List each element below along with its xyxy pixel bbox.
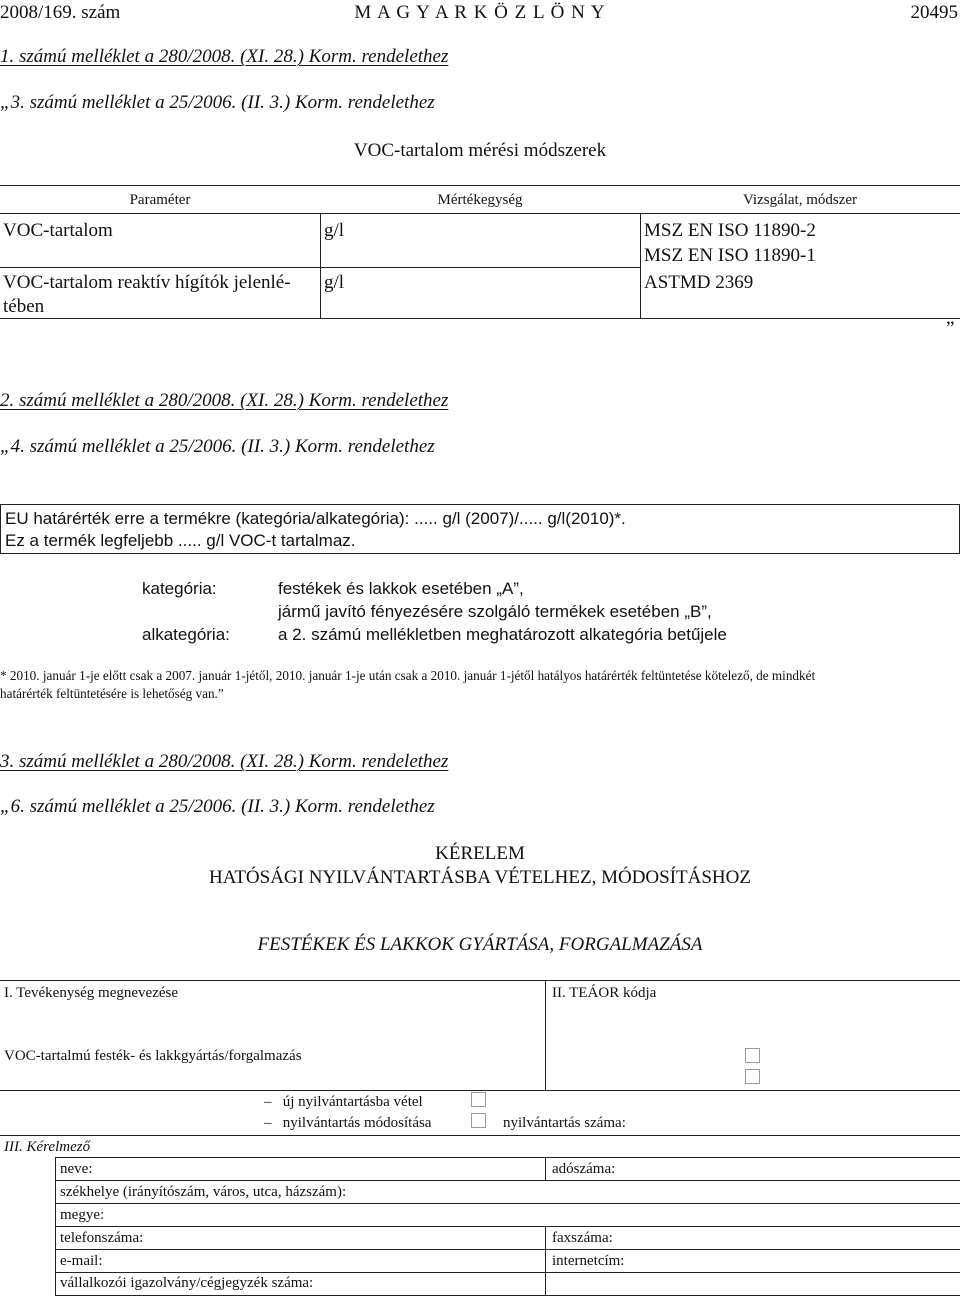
- new-registration-checkbox[interactable]: [471, 1092, 486, 1107]
- category-value: festékek és lakkok esetében „A”,: [278, 579, 524, 598]
- table-cell-param: VOC-tartalom reaktív hígítók jelenlé-: [3, 272, 291, 293]
- form-subtitle: FESTÉKEK ÉS LAKKOK GYÁRTÁSA, FORGALMAZÁSA: [257, 934, 703, 955]
- field-email-label: e-mail:: [60, 1253, 103, 1269]
- field-fax-label: faxszáma:: [552, 1230, 613, 1246]
- journal-title: M A G Y A R K Ö Z L Ö N Y: [354, 2, 606, 23]
- field-license-label: vállalkozói igazolvány/cégjegyzék száma:: [60, 1275, 314, 1291]
- modification-checkbox[interactable]: [471, 1113, 486, 1128]
- annex3-reference: 3. számú melléklet a 280/2008. (XI. 28.) Korm. rendelethez: [0, 751, 449, 772]
- table-cell-unit: g/l: [324, 220, 345, 241]
- table-cell-method: ASTMD 2369: [644, 272, 754, 293]
- option-label: nyilvántartás módosítása: [282, 1115, 432, 1131]
- eu-limit-line: EU határérték erre a termékre (kategória/alkategória): ..... g/l (2007)/..... g/l(2010)*.: [5, 509, 626, 528]
- subcategory-label: alkategória:: [142, 625, 230, 644]
- eu-limit-line: Ez a termék legfeljebb ..... g/l VOC-t tartalmaz.: [5, 531, 356, 550]
- table-cell-method: MSZ EN ISO 11890-1: [644, 245, 816, 266]
- dash-marker: –: [264, 1094, 283, 1110]
- table-cell-unit: g/l: [324, 272, 345, 293]
- form-title: KÉRELEM: [435, 843, 525, 864]
- option-modification: [264, 1115, 431, 1132]
- category-value: jármű javító fényezésére szolgáló termékek esetében „B”,: [278, 602, 712, 621]
- field-phone-label: telefonszáma:: [60, 1230, 144, 1246]
- registration-number-label: nyilvántartás száma:: [503, 1115, 626, 1131]
- table-header-parameter: Paraméter: [129, 192, 191, 208]
- field-tax-label: adószáma:: [552, 1161, 616, 1177]
- teaor-checkbox[interactable]: [745, 1048, 760, 1063]
- page-number: 20495: [910, 2, 958, 23]
- section-activity-label: I. Tevékenység megnevezése: [4, 985, 179, 1001]
- subcategory-value: a 2. számú mellékletben meghatározott alkategória betűjele: [278, 625, 727, 644]
- table-cell-param: VOC-tartalom: [3, 220, 113, 241]
- dash-marker: –: [264, 1115, 283, 1131]
- option-label: új nyilvántartásba vétel: [282, 1094, 423, 1110]
- annex2-reference: 2. számú melléklet a 280/2008. (XI. 28.) Korm. rendelethez: [0, 390, 449, 411]
- issue-number: 2008/169. szám: [0, 2, 121, 23]
- option-new-registration: [264, 1094, 423, 1111]
- field-name-label: neve:: [60, 1161, 93, 1177]
- footnote: határérték feltüntetésére is lehetőség van.”: [0, 686, 224, 701]
- form-title: HATÓSÁGI NYILVÁNTARTÁSBA VÉTELHEZ, MÓDOSÍTÁSHOZ: [208, 867, 751, 888]
- section-applicant-label: III. Kérelmező: [4, 1139, 91, 1155]
- category-label: kategória:: [142, 579, 217, 598]
- field-web-label: internetcím:: [552, 1253, 625, 1269]
- footnote: * 2010. január 1-je előtt csak a 2007. január 1-jétől, 2010. január 1-je után csak a 2010. január 1-jétől hatályos határérték feltüntetése kötelező, de mindkét: [0, 668, 816, 683]
- closing-quote: ”: [946, 318, 955, 339]
- annex1-subheading: „3. számú melléklet a 25/2006. (II. 3.) Korm. rendelethez: [0, 92, 435, 113]
- field-seat-label: székhelye (irányítószám, város, utca, házszám):: [60, 1184, 347, 1200]
- teaor-checkbox[interactable]: [745, 1069, 760, 1084]
- section-teaor-label: II. TEÁOR kódja: [552, 985, 657, 1001]
- annex3-subheading: „6. számú melléklet a 25/2006. (II. 3.) Korm. rendelethez: [0, 796, 435, 817]
- annex2-subheading: „4. számú melléklet a 25/2006. (II. 3.) Korm. rendelethez: [0, 436, 435, 457]
- annex1-title: VOC-tartalom mérési módszerek: [353, 140, 607, 161]
- table-cell-method: MSZ EN ISO 11890-2: [644, 220, 816, 241]
- table-header-unit: Mértékegység: [437, 192, 523, 208]
- field-county-label: megye:: [60, 1207, 105, 1223]
- annex1-reference: 1. számú melléklet a 280/2008. (XI. 28.) Korm. rendelethez: [0, 46, 449, 67]
- activity-name: VOC-tartalmú festék- és lakkgyártás/forgalmazás: [4, 1048, 302, 1064]
- table-header-method: Vizsgálat, módszer: [742, 192, 858, 208]
- table-cell-param: tében: [3, 296, 45, 317]
